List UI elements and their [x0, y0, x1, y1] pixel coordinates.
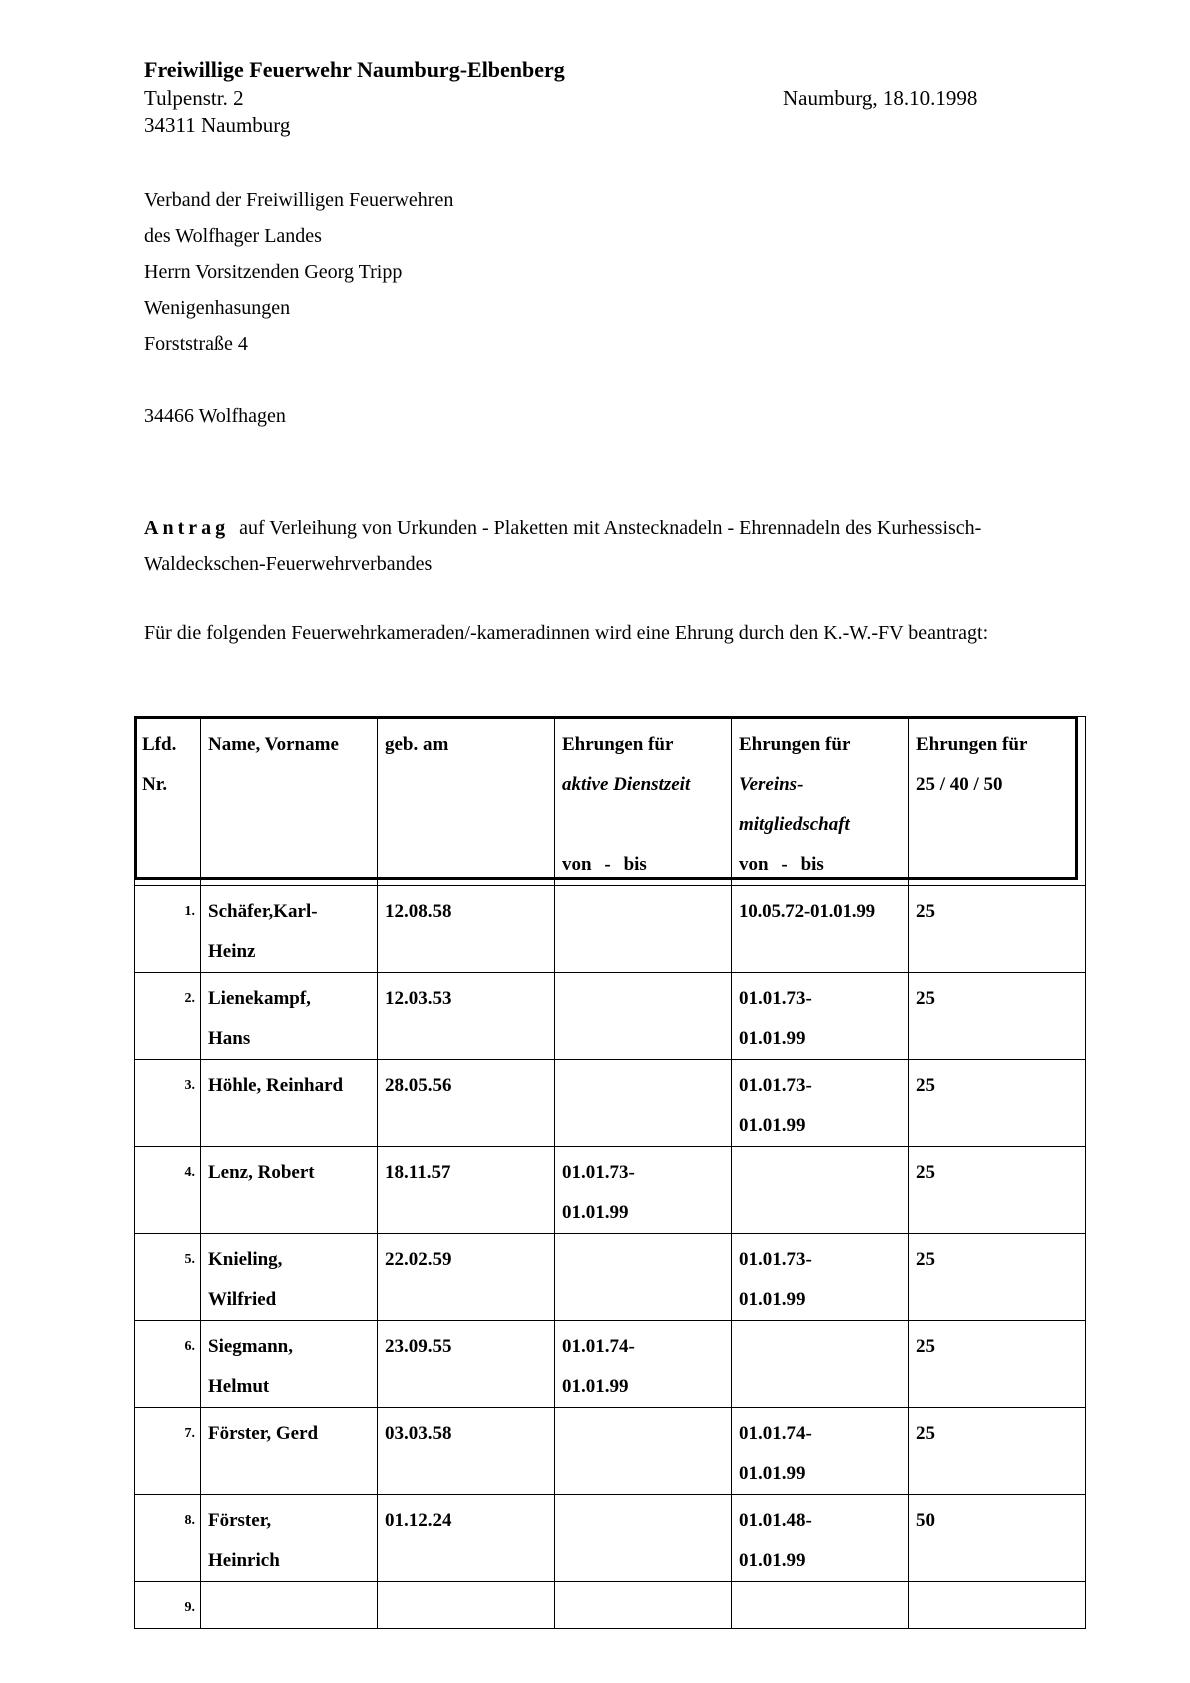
header-active-title: Ehrungen für — [562, 734, 674, 755]
cell-name — [201, 886, 378, 973]
cell-years: 25 — [909, 1060, 1086, 1147]
name-line1: Siegmann, — [208, 1336, 293, 1357]
member-line1: 01.01.73- — [739, 1249, 812, 1270]
cell-member — [732, 1060, 909, 1147]
subject — [144, 510, 1044, 582]
header-member-sub1: Vereins- — [739, 774, 804, 795]
cell-years: 25 — [909, 973, 1086, 1060]
header-active-range — [562, 845, 724, 885]
subject-text: auf Verleihung von Urkunden - Plaketten mit Anstecknadeln - Ehrennadeln des Kurhessisch-Waldeckschen-Feuerwehrverbandes — [144, 517, 982, 575]
header-name — [201, 717, 378, 886]
header-years-sub: 25 / 40 / 50 — [916, 774, 1003, 795]
member-line2: 01.01.99 — [739, 1028, 806, 1049]
cell-active — [555, 1582, 732, 1629]
von-label: von — [739, 854, 769, 875]
name-line1: Knieling, — [208, 1249, 283, 1270]
honors-table — [134, 716, 1086, 1629]
header-member-range — [739, 845, 901, 885]
cell-born: 23.09.55 — [378, 1321, 555, 1408]
bis-label: bis — [623, 854, 647, 875]
cell-born: 03.03.58 — [378, 1408, 555, 1495]
name-line2: Heinrich — [208, 1550, 280, 1571]
table-row — [135, 1321, 1086, 1408]
cell-member — [732, 1408, 909, 1495]
name-line1: Lenz, Robert — [208, 1162, 315, 1183]
cell-name — [201, 1495, 378, 1582]
table-row — [135, 973, 1086, 1060]
member-line1: 01.01.48- — [739, 1510, 812, 1531]
cell-nr: 1. — [135, 886, 201, 973]
table-row — [135, 1147, 1086, 1234]
cell-active — [555, 886, 732, 973]
cell-years: 25 — [909, 1408, 1086, 1495]
cell-born — [378, 1582, 555, 1629]
cell-active — [555, 1408, 732, 1495]
dash-label: - — [604, 854, 611, 875]
intro-text: Für die folgenden Feuerwehrkameraden/-kameradinnen wird eine Ehrung durch den K.-W.-FV beantragt: — [144, 622, 989, 644]
member-line1: 01.01.73- — [739, 988, 812, 1009]
cell-nr: 6. — [135, 1321, 201, 1408]
cell-name — [201, 1582, 378, 1629]
active-line2: 01.01.99 — [562, 1376, 629, 1397]
member-line1: 01.01.74- — [739, 1423, 812, 1444]
cell-active — [555, 1321, 732, 1408]
table-row — [135, 1582, 1086, 1629]
header-born-label: geb. am — [385, 734, 449, 755]
cell-born: 12.08.58 — [378, 886, 555, 973]
active-line2: 01.01.99 — [562, 1202, 629, 1223]
name-line1: Lienekampf, — [208, 988, 311, 1009]
member-line2: 01.01.99 — [739, 1115, 806, 1136]
recipient-line: Forststraße 4 — [144, 333, 248, 355]
table-row — [135, 886, 1086, 973]
cell-active — [555, 1234, 732, 1321]
cell-name — [201, 1234, 378, 1321]
member-line2: 01.01.99 — [739, 1550, 806, 1571]
cell-member — [732, 886, 909, 973]
name-line2: Wilfried — [208, 1289, 277, 1310]
table-row — [135, 1408, 1086, 1495]
cell-member — [732, 973, 909, 1060]
recipient-line: des Wolfhager Landes — [144, 225, 322, 247]
name-line2: Heinz — [208, 941, 256, 962]
table-row — [135, 1234, 1086, 1321]
name-line1: Förster, — [208, 1510, 272, 1531]
cell-active — [555, 1495, 732, 1582]
name-line2: Helmut — [208, 1376, 270, 1397]
cell-nr: 7. — [135, 1408, 201, 1495]
dash-label: - — [781, 854, 788, 875]
cell-years: 25 — [909, 1234, 1086, 1321]
table-row — [135, 1495, 1086, 1582]
cell-name — [201, 1060, 378, 1147]
header-member-sub2: mitgliedschaft — [739, 814, 850, 835]
recipient-line: Wenigenhasungen — [144, 297, 291, 319]
subject-keyword: Antrag — [144, 517, 230, 539]
place-date: Naumburg, 18.10.1998 — [783, 86, 978, 110]
member-line2: 01.01.99 — [739, 1463, 806, 1484]
active-line1: 01.01.74- — [562, 1336, 635, 1357]
cell-nr: 4. — [135, 1147, 201, 1234]
header-active-sub: aktive Dienstzeit — [562, 774, 691, 795]
sender-name: Freiwillige Feuerwehr Naumburg-Elbenberg — [144, 57, 565, 82]
header-name-label: Name, Vorname — [208, 734, 339, 755]
table-header-row — [135, 717, 1086, 886]
header-nr — [135, 717, 201, 886]
cell-years — [909, 1582, 1086, 1629]
header-nr-line2: Nr. — [142, 774, 168, 795]
active-line1: 01.01.73- — [562, 1162, 635, 1183]
cell-name — [201, 973, 378, 1060]
header-years — [909, 717, 1086, 886]
cell-nr: 2. — [135, 973, 201, 1060]
member-line1: 10.05.72-01.01.99 — [739, 901, 875, 922]
cell-name — [201, 1147, 378, 1234]
recipient-line: Verband der Freiwilligen Feuerwehren — [144, 189, 454, 211]
cell-born: 28.05.56 — [378, 1060, 555, 1147]
von-label: von — [562, 854, 592, 875]
cell-nr: 9. — [135, 1582, 201, 1629]
cell-active — [555, 973, 732, 1060]
sender-street: Tulpenstr. 2 — [144, 86, 244, 110]
cell-nr: 8. — [135, 1495, 201, 1582]
header-years-title: Ehrungen für — [916, 734, 1028, 755]
cell-born: 22.02.59 — [378, 1234, 555, 1321]
cell-nr: 5. — [135, 1234, 201, 1321]
cell-member — [732, 1234, 909, 1321]
header-born — [378, 717, 555, 886]
cell-member — [732, 1495, 909, 1582]
cell-name — [201, 1408, 378, 1495]
name-line1: Schäfer,Karl- — [208, 901, 318, 922]
member-line1: 01.01.73- — [739, 1075, 812, 1096]
name-line2: Hans — [208, 1028, 251, 1049]
bis-label: bis — [800, 854, 824, 875]
name-line1: Förster, Gerd — [208, 1423, 319, 1444]
header-member-title: Ehrungen für — [739, 734, 851, 755]
cell-born: 18.11.57 — [378, 1147, 555, 1234]
header-active — [555, 717, 732, 886]
cell-years: 25 — [909, 886, 1086, 973]
cell-active — [555, 1147, 732, 1234]
cell-years: 50 — [909, 1495, 1086, 1582]
recipient-city: 34466 Wolfhagen — [144, 405, 286, 427]
table-row — [135, 1060, 1086, 1147]
member-line2: 01.01.99 — [739, 1289, 806, 1310]
cell-born: 12.03.53 — [378, 973, 555, 1060]
cell-born: 01.12.24 — [378, 1495, 555, 1582]
sender-city: 34311 Naumburg — [144, 113, 291, 137]
recipient-line: Herrn Vorsitzenden Georg Tripp — [144, 261, 403, 283]
cell-nr: 3. — [135, 1060, 201, 1147]
cell-years: 25 — [909, 1321, 1086, 1408]
header-member — [732, 717, 909, 886]
cell-member — [732, 1147, 909, 1234]
cell-active — [555, 1060, 732, 1147]
name-line1: Höhle, Reinhard — [208, 1075, 344, 1096]
cell-years: 25 — [909, 1147, 1086, 1234]
cell-name — [201, 1321, 378, 1408]
cell-member — [732, 1321, 909, 1408]
cell-member — [732, 1582, 909, 1629]
header-nr-line1: Lfd. — [142, 734, 177, 755]
